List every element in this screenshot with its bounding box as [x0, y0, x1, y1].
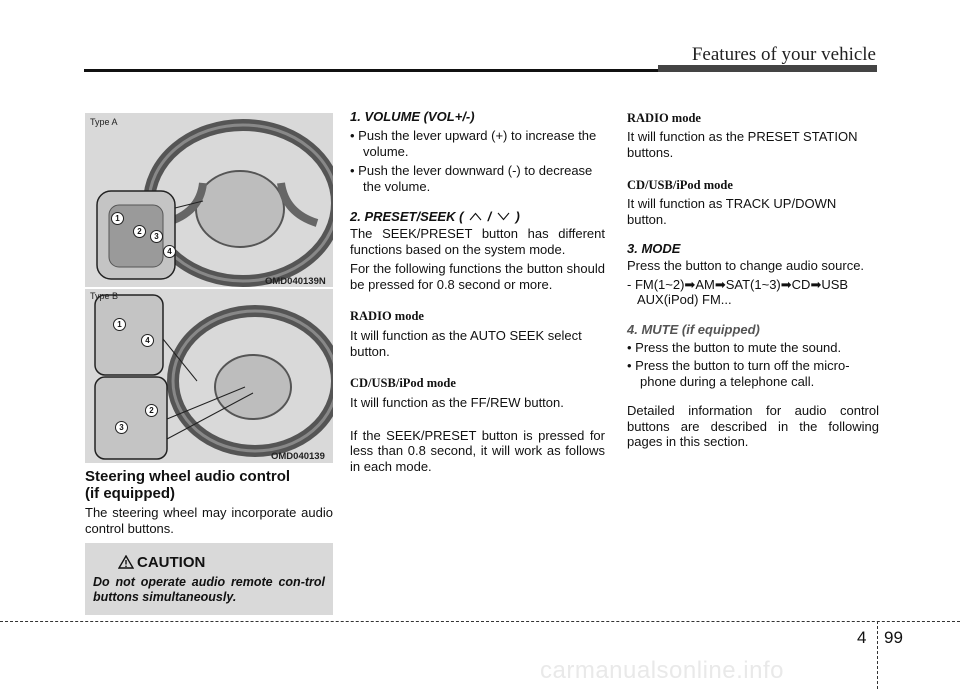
- detail-paragraph: Detailed information for audio control buttons are described in the following pages in this section.: [627, 403, 879, 449]
- arrow-right-icon: ➡: [810, 276, 822, 292]
- marker-3-a: 3: [150, 230, 163, 243]
- section-heading-line1: Steering wheel audio control: [85, 468, 291, 485]
- volume-bullet-2: • Push the lever downward (-) to decrease the volume.: [350, 163, 593, 194]
- running-header-title: Features of your vehicle: [691, 44, 876, 65]
- arrow-right-icon: ➡: [684, 276, 696, 292]
- marker-1-a: 1: [111, 212, 124, 225]
- seq-am: AM: [695, 276, 715, 292]
- figure-b-code: OMD040139: [271, 451, 325, 462]
- mute-title: 4. MUTE (if equipped): [627, 321, 760, 337]
- cd-mode-label-short: CD/USB/iPod mode: [627, 178, 733, 192]
- radio-mode-text: It will function as the AUTO SEEK select button.: [350, 328, 582, 359]
- mode-text: Press the button to change audio source.: [627, 258, 865, 273]
- steering-wheel-illustration-a: [85, 113, 333, 287]
- seq-cd: CD: [791, 276, 811, 292]
- arrow-right-icon: ➡: [780, 276, 792, 292]
- marker-4-a: 4: [163, 245, 176, 258]
- figure-a-code: OMD040139N: [265, 276, 326, 287]
- mode-sequence-line2: AUX(iPod) FM...: [637, 292, 732, 307]
- right-column: [627, 111, 879, 450]
- arrow-right-icon: ➡: [714, 276, 726, 292]
- section-heading-line2: (if equipped): [85, 485, 175, 502]
- steering-wheel-illustration-b: [85, 289, 333, 463]
- middle-column: [350, 109, 605, 474]
- marker-1-b: 1: [113, 318, 126, 331]
- radio-mode-label-short: RADIO mode: [627, 111, 701, 125]
- mute-bullet-2: • Press the button to turn off the micro-phone during a telephone call.: [627, 358, 850, 389]
- radio-mode-text-short: It will function as the PRESET STATION buttons.: [627, 129, 858, 160]
- volume-title: 1. VOLUME (VOL+/-): [350, 109, 475, 124]
- cd-mode-label: CD/USB/iPod mode: [350, 376, 456, 390]
- footer-rule: [0, 621, 960, 622]
- preset-paragraph-3: If the SEEK/PRESET button is pressed for less than 0.8 second, it will work as follows in each mode.: [350, 427, 605, 474]
- mute-bullet-1: • Press the button to mute the sound.: [627, 339, 842, 355]
- intro-paragraph: The steering wheel may incorporate audio control buttons.: [85, 505, 333, 536]
- preset-seek-title-pre: 2. PRESET/SEEK (: [350, 209, 464, 224]
- page-number-separator: [877, 621, 878, 689]
- warning-triangle-icon: [118, 555, 134, 569]
- preset-seek-title-slash: /: [487, 209, 492, 224]
- cd-mode-text-short: It will function as TRACK UP/DOWN button.: [627, 196, 837, 227]
- caution-text: Do not operate audio remote con-trol buttons simultaneously.: [93, 575, 325, 604]
- preset-paragraph-1: The SEEK/PRESET button has different functions based on the system mode.: [350, 226, 605, 257]
- section-number: 4: [857, 628, 867, 647]
- marker-3-b: 3: [115, 421, 128, 434]
- seq-usb: USB: [821, 276, 849, 292]
- marker-2-a: 2: [133, 225, 146, 238]
- marker-4-b: 4: [141, 334, 154, 347]
- caution-box: [85, 543, 333, 615]
- preset-seek-title: [350, 209, 605, 224]
- mode-sequence: [627, 277, 879, 293]
- page-number: 99: [884, 628, 903, 647]
- caution-title: CAUTION: [137, 554, 206, 571]
- figure-b-label: Type B: [90, 291, 119, 301]
- figure-type-a: [85, 113, 333, 287]
- radio-mode-label: RADIO mode: [350, 309, 424, 323]
- chevron-down-icon: [497, 212, 510, 221]
- chevron-up-icon: [469, 212, 482, 221]
- watermark: carmanualsonline.info: [540, 657, 784, 684]
- cd-mode-text: It will function as the FF/REW button.: [350, 395, 564, 410]
- header-rule-accent: [658, 65, 877, 72]
- figure-a-label: Type A: [90, 117, 118, 127]
- preset-seek-title-post: ): [515, 209, 520, 224]
- marker-2-b: 2: [145, 404, 158, 417]
- volume-bullet-1: • Push the lever upward (+) to increase the volume.: [350, 128, 597, 159]
- mode-title: 3. MODE: [627, 241, 681, 256]
- section-heading: [85, 468, 335, 502]
- seq-fm: - FM(1~2): [627, 276, 685, 292]
- preset-paragraph-2: For the following functions the button should be pressed for 0.8 second or more.: [350, 261, 605, 292]
- seq-sat: SAT(1~3): [725, 276, 781, 292]
- figure-type-b: [85, 289, 333, 463]
